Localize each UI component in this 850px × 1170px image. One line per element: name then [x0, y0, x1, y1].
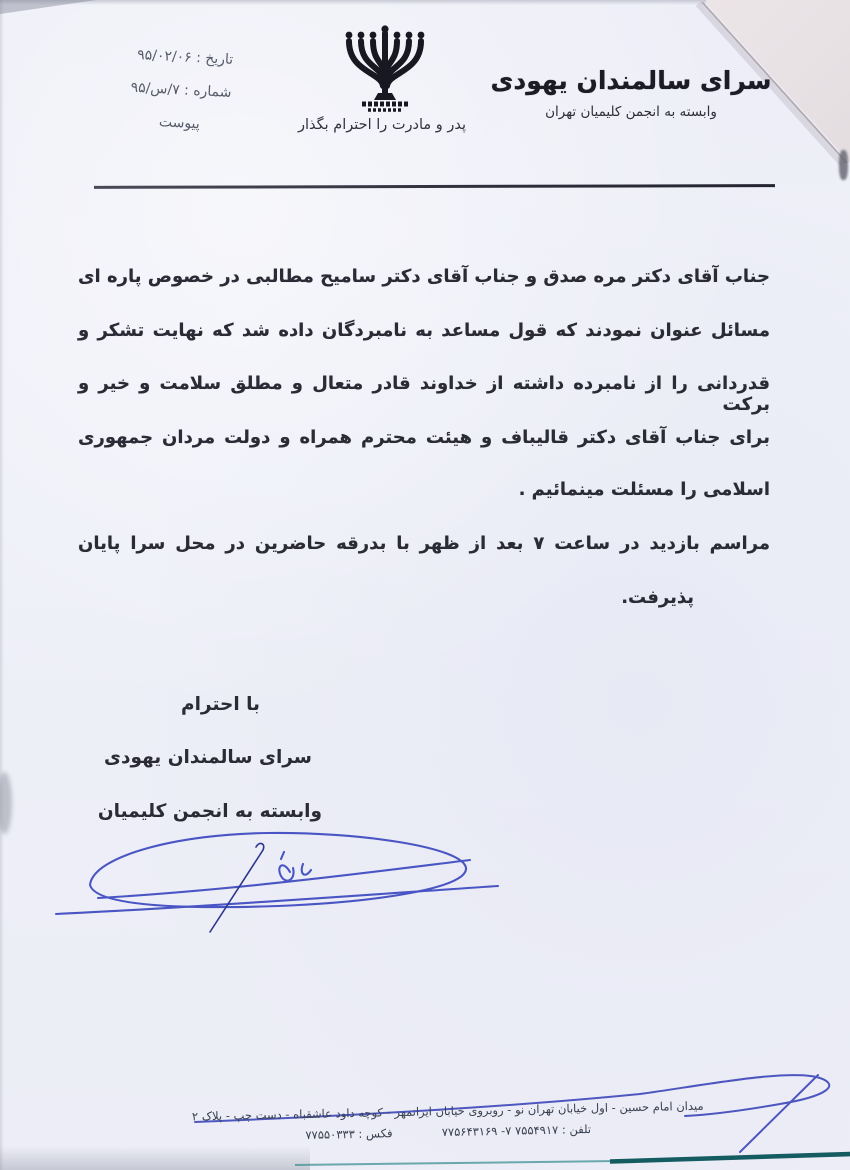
phone-label: تلفن :: [561, 1122, 592, 1137]
scan-smudge: [0, 772, 12, 834]
signature-mark: [38, 812, 518, 947]
header-divider: [94, 184, 775, 189]
logo: [330, 20, 440, 120]
letterhead: [464, 66, 798, 120]
scan-edge-top: [0, 0, 706, 5]
org-subtitle: وابسته به انجمن کلیمیان تهران: [545, 104, 717, 120]
footer-address: میدان امام حسین - اول خیابان تهران نو - روبروی خیابان ایرانمهر - کوچه داود عاشقباه - دست چپ - پلاک ۲: [191, 1098, 704, 1124]
body-line: قدردانی را از نامبرده داشته از خداوند قادر متعال و مطلق سلامت و خیر و برکت: [78, 373, 770, 415]
scan-edge-left: [0, 0, 4, 1170]
attachment-label: پیوست: [158, 114, 201, 133]
number-value: ۷/س/۹۵: [130, 79, 181, 99]
phone-value: ۷۵۵۴۹۱۷ ۷- ۷۷۵۶۴۳۱۶۹: [441, 1122, 559, 1140]
closing-salutation: با احترام: [181, 694, 260, 715]
fax-label: فکس :: [358, 1126, 393, 1141]
menorah-icon: [335, 20, 435, 120]
date-label: تاریخ :: [195, 50, 234, 68]
body-line: پذیرفت.: [621, 587, 694, 608]
scan-edge-bottom: [0, 1148, 850, 1170]
date-value: ۹۵/۰۲/۰۶: [136, 46, 193, 66]
body-line: جناب آقای دکتر مره صدق و جناب آقای دکتر سامیح مطالبی در خصوص پاره ای: [78, 266, 770, 287]
fax-value: ۷۷۵۵۰۳۳۳: [305, 1126, 355, 1142]
scan-mark-right: [839, 150, 848, 180]
scan-shadow-topleft: [0, 0, 96, 14]
closing-org-affiliation: وابسته به انجمن کلیمیان: [97, 801, 322, 822]
footer-spacer: [396, 1136, 438, 1137]
body-line: مسائل عنوان نمودند که قول مساعد به نامبردگان داده شد که نهایت تشکر و: [78, 320, 770, 341]
body-line: مراسم بازدید در ساعت ۷ بعد از ظهر با بدرقه حاضرین در محل سرا پایان: [78, 533, 770, 554]
logo-motto: پدر و مادرت را احترام بگذار: [297, 117, 467, 133]
number-label: شماره :: [183, 82, 232, 101]
org-title: سرای سالمندان یهودی: [490, 66, 772, 95]
body-line: اسلامی را مسئلت مینمائیم .: [518, 479, 770, 500]
closing-org-name: سرای سالمندان یهودی: [104, 747, 312, 768]
letter-meta-block: [53, 35, 234, 143]
body-line: برای جناب آقای دکتر قالیباف و هیئت محترم همراه و دولت مردان جمهوری: [78, 427, 770, 448]
